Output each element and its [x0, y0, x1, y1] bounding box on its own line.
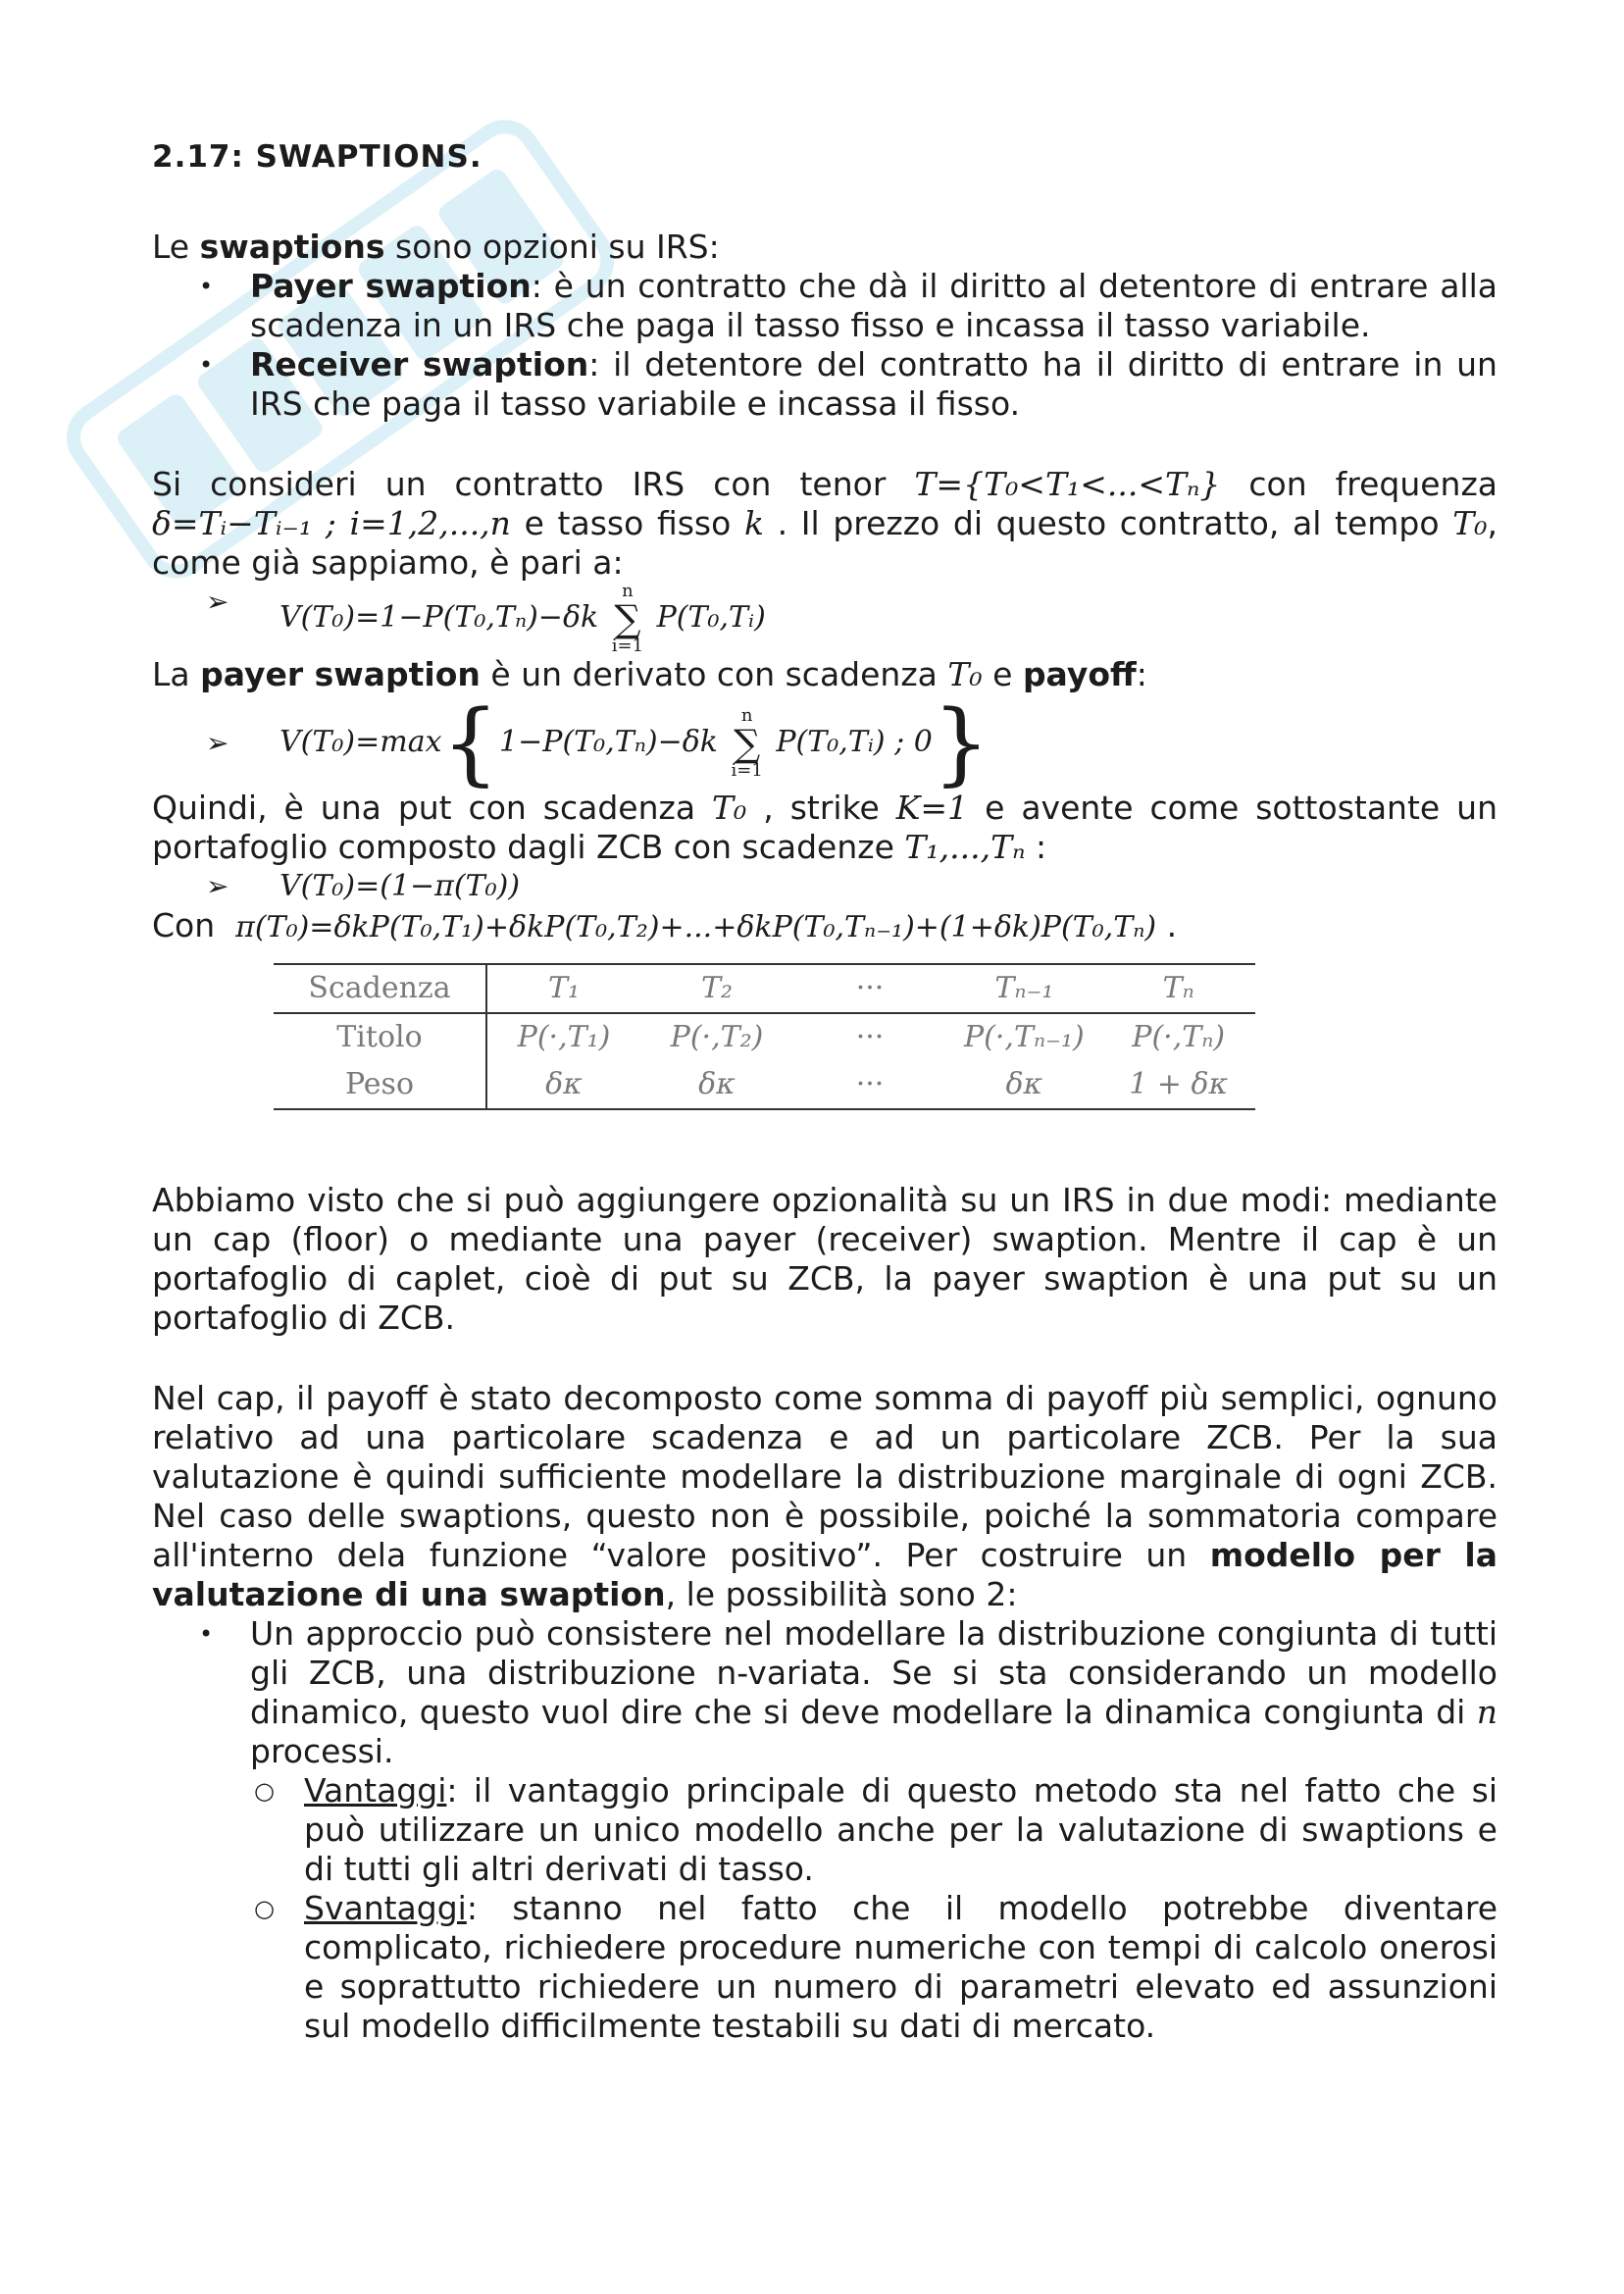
list-item: ○ Vantaggi: il vantaggio principale di questo metodo sta nel fatto che si può utilizzare un unico modello anche per la valutazione di swaptions e di tutti gli altri derivati di tasso. — [250, 1771, 1497, 1889]
term-swaptions: swaptions — [199, 228, 385, 266]
page-content — [152, 137, 1497, 2046]
zcb-portfolio-table — [274, 963, 1255, 1110]
list-item: • Un approccio può consistere nel modellare la distribuzione congiunta di tutti gli ZCB, una distribuzione n-variata. Se si sta considerando un modello dinamico, questo vuol dire che si deve modellare la dinamica congiunta di n processi. ○ Vantaggi: il vantaggio principale di questo metodo sta nel fatto che si può utilizzare un unico modello anche per la valutazione di swaptions e di tutti gli altri derivati di tasso. ○ Svantaggi: stanno nel fatto che il modello potrebbe diventare complicato, richiedere procedure numeriche con tempi di calcolo onerosi e soprattutto richiedere un numero di parametri elevato ed assunzioni sul modello difficilmente testabili su dati di mercato. — [152, 1614, 1497, 2046]
list-item: • Receiver swaption: il detentore del contratto ha il diritto di entrare in un IRS che paga il tasso variabile e incassa il fisso. — [152, 345, 1497, 424]
pi-definition: Con π(T₀)=δkP(T₀,T₁)+δkP(T₀,T₂)+...+δkP(T₀,Tₙ₋₁)+(1+δk)P(T₀,Tₙ) . — [152, 906, 1178, 944]
irs-paragraph: Si consideri un contratto IRS con tenor T={T₀<T₁<...<Tₙ} con frequenza δ=Tᵢ−Tᵢ₋₁ ; i=1,2,...,n e tasso fisso k . Il prezzo di questo contratto, al tempo T₀, come già sappiamo, è pari a: — [152, 465, 1497, 582]
list-item: • Payer swaption: è un contratto che dà il diritto al detentore di entrare alla scadenza in un IRS che paga il tasso fisso e incassa il tasso variabile. — [152, 267, 1497, 345]
optionality-paragraph: Abbiamo visto che si può aggiungere opzionalità su un IRS in due modi: mediante un cap (floor) o mediante una payer (receiver) swaption. Mentre il cap è un portafoglio di caplet, cioè di put su ZCB, la payer swaption è una put su un portafoglio di ZCB. — [152, 1181, 1497, 1337]
frequency-formula: δ=Tᵢ−Tᵢ₋₁ ; i=1,2,...,n — [152, 504, 511, 542]
approach-list — [152, 1614, 1497, 2046]
pros-cons-list — [250, 1771, 1497, 2046]
list-item: ○ Svantaggi: stanno nel fatto che il modello potrebbe diventare complicato, richiedere procedure numeriche con tempi di calcolo onerosi e soprattutto richiedere un numero di parametri elevato ed assunzioni sul modello difficilmente testabili su dati di mercato. — [250, 1889, 1497, 2046]
section-title: 2.17: SWAPTIONS. — [152, 139, 482, 175]
arrow-bullet-icon: ➢ — [206, 727, 229, 759]
equation-put-value: ➢ V(T₀)=(1−π(T₀)) — [206, 867, 1497, 906]
intro-paragraph: Le swaptions sono opzioni su IRS: — [152, 228, 720, 266]
summation: n ∑ i=1 — [611, 581, 644, 656]
arrow-bullet-icon: ➢ — [206, 586, 229, 618]
table-row: Scadenza T₁ T₂ ··· Tₙ₋₁ Tₙ — [274, 964, 1255, 1013]
payer-paragraph: La payer swaption è un derivato con scadenza T₀ e payoff: — [152, 655, 1147, 693]
equation-irs-value: ➢ V(T₀)=1−P(T₀,Tₙ)−δk n ∑ i=1 P(T₀,Tᵢ) — [206, 581, 766, 656]
equation-payoff: ➢ V(T₀)=max{1−P(T₀,Tₙ)−δk n ∑ i=1 P(T₀,Tᵢ) ; 0} — [206, 690, 990, 795]
put-paragraph: Quindi, è una put con scadenza T₀ , strike K=1 e avente come sottostante un portafoglio composto dagli ZCB con scadenze T₁,...,Tₙ : — [152, 789, 1497, 866]
table-row: Peso δκ δκ ··· δκ 1 + δκ — [274, 1061, 1255, 1109]
swaption-types-list — [152, 267, 1497, 424]
cap-paragraph: Nel cap, il payoff è stato decomposto come somma di payoff più semplici, ognuno relativo ad una particolare scadenza e ad un particolare ZCB. Per la sua valutazione è quindi sufficiente modellare la distribuzione marginale di ogni ZCB. Nel caso delle swaptions, questo non è possibile, poiché la sommatoria compare all'interno dela funzione “valore positivo”. Per costruire un modello per la valutazione di una swaption, le possibilità sono 2: — [152, 1379, 1497, 1613]
summation: n ∑ i=1 — [731, 705, 763, 781]
arrow-bullet-icon: ➢ — [206, 870, 229, 902]
table-row: Titolo P(·,T₁) P(·,T₂) ··· P(·,Tₙ₋₁) P(·,Tₙ) — [274, 1013, 1255, 1061]
tenor-formula: T={T₀<T₁<...<Tₙ} — [914, 465, 1221, 503]
